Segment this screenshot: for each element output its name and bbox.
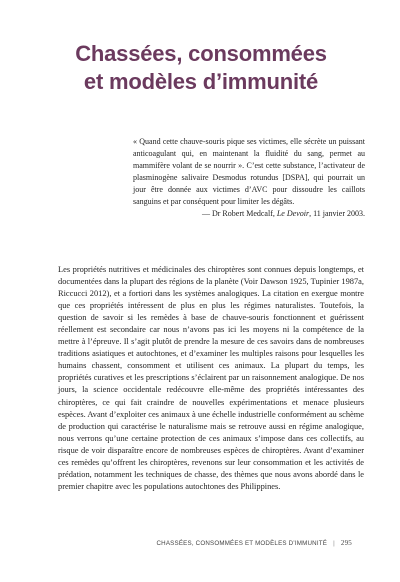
page-footer: [0, 539, 352, 547]
chapter-title-line-2: et modèles d’immunité: [83, 69, 319, 94]
epigraph-source-title: Le Devoir: [276, 209, 310, 218]
chapter-title: [36, 40, 366, 96]
chapter-title-line-1: Chassées, consommées: [75, 41, 327, 66]
running-head: CHASSÉES, CONSOMMÉES ET MODÈLES D’IMMUNITÉ: [156, 540, 328, 547]
epigraph-author: — Dr Robert Medcalf,: [201, 209, 277, 218]
epigraph-text: « Quand cette chauve-souris pique ses victimes, elle sécrète un puissant anticoagulant qui, en maintenant la fluidité du sang, permet au mammifère volant de se nourrir ». C’est cette substance, l’activateur de plasminogène salivaire Desmodus rotundus [DSPA], qui pourrait un jour être donnée aux victimes d’AVC pour dissoudre les caillots sanguins et par conséquent pour limiter les dégâts.: [133, 137, 365, 206]
epigraph-date: , 11 janvier 2003.: [309, 209, 365, 218]
epigraph: [133, 136, 365, 220]
epigraph-source: [133, 208, 365, 220]
page-number: 295: [340, 539, 352, 547]
body-paragraph: Les propriétés nutritives et médicinales des chiroptères sont connues depuis longtemps, et documentées dans la plupart des régions de la planète (Voir Dawson 1925, Tupinier 1987a, Riccucci 2012), et a fortiori dans les systèmes analogiques. La citation en exergue montre que ces propriétés intéressent de plus en plus les régimes naturalistes. Toutefois, la question de savoir si les remèdes à base de chauve-souris fonctionnent et guérissent réellement est secondaire car nous n’avons pas ici les moyens ni la compétence de la mettre à l’épreuve. Il s’agit plutôt de prendre la mesure de ces savoirs dans de nombreuses traditions asiatiques et autochtones, et d’examiner les multiples raisons pour lesquelles les humains chassent, consomment et utilisent ces animaux. La plupart du temps, les propriétés curatives et les prescriptions s’éclairent par un raisonnement analogique. De nos jours, la science occidentale redécouvre elle-même des propriétés intéressantes des chiroptères, ce qui fait craindre de nouvelles expérimentations et menace plusieurs espèces. Avant d’exploiter ces animaux à une échelle industrielle conformément au schème de production qui caractérise le naturalisme mais se retrouve aussi en régime analogique, nous verrons qu’une certaine protection de ces animaux s’impose dans ces collectifs, au risque de voir disparaître encore de nombreuses espèces de chiroptères. Avant d’examiner ces remèdes qu’offrent les chiroptères, revenons sur leur consommation et les activités de prédation, notamment les techniques de chasse, des thèmes que nous avons abordé dans le premier chapitre avec les populations autochtones des Philippines.: [58, 265, 364, 491]
footer-separator: |: [333, 540, 335, 547]
